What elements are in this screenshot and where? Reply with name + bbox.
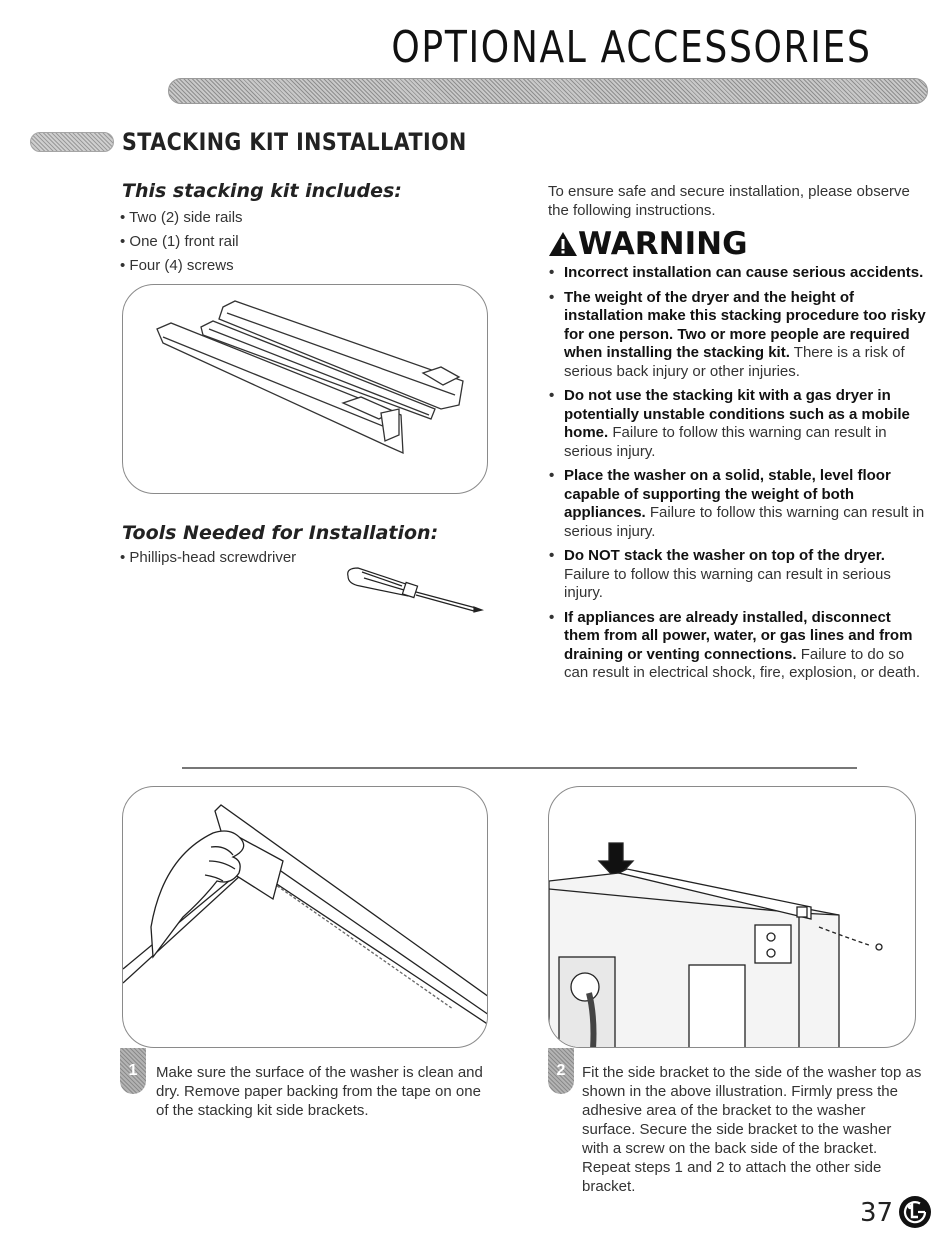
kit-item: • Two (2) side rails <box>120 206 243 230</box>
warning-item <box>548 264 928 283</box>
warning-item <box>548 609 928 683</box>
step1-illustration <box>122 786 488 1048</box>
step-text: Fit the side bracket to the side of the washer top as shown in the above illustration. Firmly press the adhesive area of the bracket to the washer surface. Secure the side bracket to the washer with a screw on the back side of the bracket. Repeat steps 1 and 2 to attach the other side bracket. <box>582 1064 922 1195</box>
step1-drawing <box>123 787 488 1048</box>
warning-item-text: Failure to follow this warning can result in serious injury. <box>564 424 887 460</box>
warning-item-bold: If appliances are already installed, disconnect them from all power, water, or gas lines and from draining or venting connections. <box>564 608 913 663</box>
kit-item: • Four (4) screws <box>120 254 243 278</box>
intro-text: To ensure safe and secure installation, please observe the following instructions. <box>548 183 910 219</box>
warning-item <box>548 547 928 603</box>
warning-label: WARNING <box>578 226 748 262</box>
warning-item-bold: Do not use the stacking kit with a gas dryer in potentially unstable conditions such as a mobile home. <box>564 387 910 441</box>
step-number-badge: 1 <box>120 1048 146 1094</box>
warning-item-text: There is a risk of serious back injury or other injuries. <box>564 344 905 380</box>
tool-item: • Phillips-head screwdriver <box>120 549 296 566</box>
title-bar-decoration <box>168 78 928 104</box>
warning-item <box>548 289 928 382</box>
step2-illustration <box>548 786 916 1048</box>
warning-item-text: Failure to follow this warning can result in serious injury. <box>564 565 891 601</box>
kit-item: • One (1) front rail <box>120 230 243 254</box>
rails-drawing <box>123 285 488 494</box>
kit-heading: This stacking kit includes: <box>122 180 402 202</box>
warning-item-bold: The weight of the dryer and the height of installation make this stacking procedure too risky for one person. Two or more people are required when installing the stacking kit. <box>564 288 926 361</box>
screwdriver-icon <box>342 562 484 614</box>
section-title: STACKING KIT INSTALLATION <box>122 128 467 156</box>
warning-triangle-icon <box>548 230 578 258</box>
page-number: 37 <box>860 1198 894 1228</box>
warning-item <box>548 467 928 541</box>
warning-item-text: Failure to follow this warning can result in serious injury. <box>564 504 925 540</box>
warning-item-bold: Incorrect installation can cause serious accidents. <box>564 264 924 281</box>
warning-item-text: Failure to do so can result in electrical shock, fire, explosion, or death. <box>564 645 921 681</box>
rails-illustration <box>122 284 488 494</box>
section-pill-decoration <box>30 132 114 152</box>
warning-list <box>548 264 928 689</box>
step-number-badge: 2 <box>548 1048 574 1094</box>
step2-drawing <box>549 787 916 1048</box>
warning-item <box>548 387 928 461</box>
tools-heading: Tools Needed for Installation: <box>122 522 439 544</box>
tools-list <box>120 549 296 566</box>
page-title: OPTIONAL ACCESSORIES <box>391 22 872 73</box>
section-divider <box>182 767 857 769</box>
step-text: Make sure the surface of the washer is clean and dry. Remove paper backing from the tape on one of the stacking kit side brackets. <box>156 1064 483 1119</box>
warning-item-bold: Do NOT stack the washer on top of the dryer. <box>564 547 885 564</box>
warning-item-bold: Place the washer on a solid, stable, level floor capable of supporting the weight of both appliances. <box>564 467 891 521</box>
warning-heading <box>548 226 748 262</box>
lg-logo-icon <box>898 1195 932 1229</box>
kit-list <box>120 206 243 278</box>
